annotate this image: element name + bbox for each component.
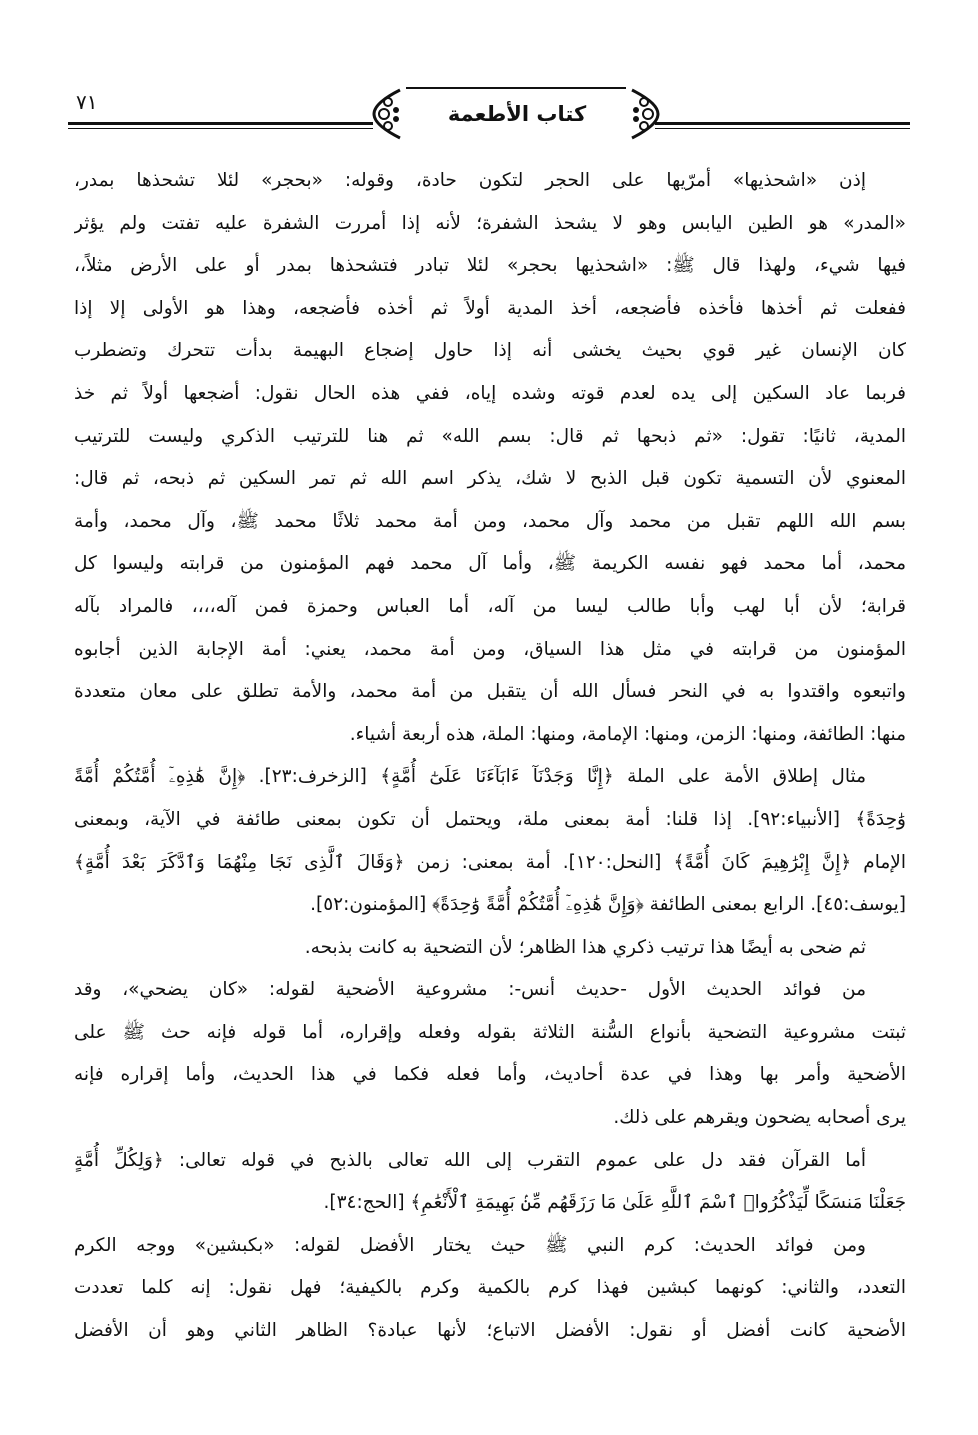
text-line: ثم ضحى به أيضًا هذا ترتيب ذكري هذا الظاهر؛ لأن التضحية به كانت بذبحه. xyxy=(304,936,866,958)
text-line: التعدد، والثاني: كونهما كبشين فهذا كرم بالكمية وكرم بالكيفية؛ فهل نقول: إنه كلما تعددت xyxy=(74,1277,906,1299)
text-line: الأضحية وأمر بها وهذا في عدة أحاديث، وأما فعله فكما في هذا الحديث، وأما إقراره فإنه xyxy=(74,1064,906,1086)
text-line: يرى أصحابه يضحون ويقرهم على ذلك. xyxy=(613,1107,906,1129)
text-line: قرابة؛ لأن أبا لهب وأبا طالب ليسا من آله، أما العباس وحمزة فمن آله،،،، فالمراد بآله xyxy=(74,595,906,617)
text-line: «المدر» هو الطين اليابس وهو لا يشحذ الشفرة؛ لأنه إذا أمررت الشفرة عليه تفتت ولم يؤثر xyxy=(74,212,906,234)
ornament-right-icon xyxy=(628,88,662,140)
text-line: فيها شيء، ولهذا قال ﷺ: «اشحذيها بحجر» لئلا تبادر فتشحذها بمدر أو على الأرض مثلاً،، xyxy=(74,255,906,277)
text-line: [يوسف:٤٥]. الرابع بمعنى الطائفة ﴿وَإِنَّ هَٰذِهِۦٓ أُمَّتُكُمْ أُمَّةً وَٰحِدَةً﴾ [المؤمنون:٥٢]. xyxy=(310,894,906,916)
header-rule-left xyxy=(68,122,373,129)
text-line: المؤمنون من قرابته في مثل هذا السياق، ومن أمة محمد، يعني: أمة الإجابة الذين أجابوه xyxy=(74,638,906,660)
text-line: كان الإنسان غير قوي بحيث يخشى أنه إذا حاول إضجاع البهيمة بدأت تتحرك وتضطرب xyxy=(74,340,906,362)
text-line: ثبتت مشروعية التضحية بأنواع السُّنة الثلاثة بقوله وفعله وإقراره، أما قوله فإنه حث ﷺ على xyxy=(74,1021,906,1043)
text-line: الإمام ﴿إِنَّ إِبْرَٰهِيمَ كَانَ أُمَّةً﴾ [النحل:١٢٠]. أمة بمعنى: زمن ﴿وَقَالَ ٱلَّذِى نَجَا مِنْهُمَا وَٱدَّكَرَ بَعْدَ أُمَّةٍ﴾ xyxy=(74,851,906,873)
text-line: ومن فوائد الحديث: كرم النبي ﷺ حيث يختار الأفضل لقوله: «بكبشين» ووجه الكرم xyxy=(74,1234,866,1256)
text-line: واتبعوه واقتدوا به في النحر فسأل الله أن يتقبل من أمة محمد، والأمة تطلق على معان متعددة xyxy=(74,681,906,703)
text-line: إذن «اشحذيها» أمرّيها على الحجر لتكون حادة، وقوله: «بحجر» لئلا تشحذها بمدر، xyxy=(74,170,866,191)
chapter-title: كتاب الأطعمة xyxy=(447,102,587,126)
text-line: الأضحية كانت أفضل أو نقول: الأفضل الاتباع؛ لأنها عبادة؟ الظاهر الثاني وهو أن الأفضل xyxy=(74,1320,906,1342)
ornament-left-icon xyxy=(370,88,404,140)
text-line: منها: الطائفة، ومنها: الزمن، ومنها: الإمامة، ومنها: الملة، هذه أربعة أشياء. xyxy=(349,723,906,745)
text-line: بسم الله اللهم تقبل من محمد وآل محمد، ومن أمة محمد ثلاثًا محمد ﷺ، وآل محمد، وأمة xyxy=(74,510,906,532)
text-line: المعنوي لأن التسمية تكون قبل الذبح لا شك، يذكر اسم الله ثم تمر السكين ثم ذبحه، ثم قال: xyxy=(74,468,906,490)
text-line: مثال إطلاق الأمة على الملة ﴿إِنَّا وَجَدْنَآ ءَابَآءَنَا عَلَىٰٓ أُمَّةٍ﴾ [الزخرف:٢٣]. ﴿إِنَّ هَٰذِهِۦٓ أُمَّتُكُمْ أُمَّةً xyxy=(74,766,866,788)
text-line: المدية، ثانيًا: تقول: «ثم ذبحها ثم قال: بسم الله» ثم هنا للترتيب الذكري وليست للترتيب xyxy=(74,425,906,447)
text-line: ففعلت ثم أخذها فأخذه فأضجعه، أخذ المدية أولاً ثم أخذه فأضجعه، وهذا هو الأولى إلا إذا xyxy=(74,297,906,319)
text-line: محمد، أما محمد فهو نفسه الكريمة ﷺ، وأما آل محمد فهم المؤمنون من قرابته وليسوا كل xyxy=(74,553,906,575)
running-header xyxy=(68,82,910,142)
text-line: وَٰحِدَةً﴾ [الأنبياء:٩٢]. إذا قلنا: أمة بمعنى ملة، ويحتمل أن تكون بمعنى طائفة في الآية، وبمعنى xyxy=(74,808,906,830)
text-line: أما القرآن فقد دل على عموم التقرب إلى الله تعالى بالذبح في قوله تعالى: ﴿وَلِكُلِّ أُمَّةٍ xyxy=(74,1149,866,1171)
page-body-text xyxy=(74,160,906,1353)
header-rule-right xyxy=(655,122,910,129)
text-line: فربما عاد السكين إلى يده لعدم قوته وشده إياه، ففي هذه الحال نقول: أضجعها أولاً ثم خذ xyxy=(74,382,906,404)
page-number: ٧١ xyxy=(76,90,98,114)
text-line: من فوائد الحديث الأول -حديث أنس-: مشروعية الأضحية لقوله: «كان يضحي»، وقد xyxy=(74,979,866,1001)
text-line: جَعَلْنَا مَنسَكًا لِّيَذْكُرُوا۟ ٱسْمَ ٱللَّهِ عَلَىٰ مَا رَزَقَهُم مِّنۢ بَهِيمَةِ ٱلْأَنْعَٰمِ﴾ [الحج:٣٤]. xyxy=(323,1192,906,1214)
header-rule-top xyxy=(406,87,626,89)
